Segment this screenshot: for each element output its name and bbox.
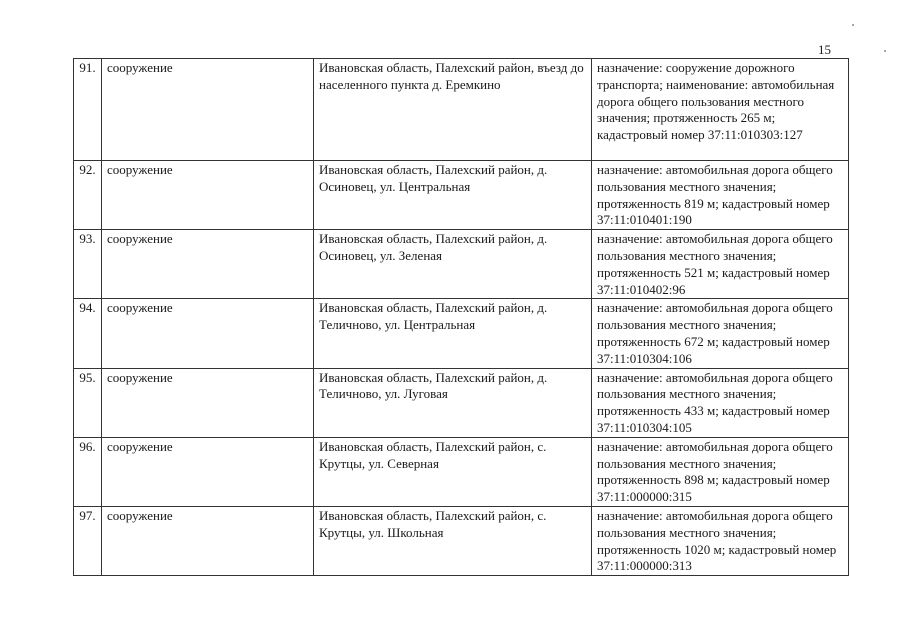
table-row: [74, 161, 849, 230]
object-type: сооружение: [102, 506, 314, 575]
row-number: 94.: [74, 299, 102, 368]
row-number: 91.: [74, 59, 102, 161]
table-row: [74, 59, 849, 161]
object-address: Ивановская область, Палехский район, д. Осиновец, ул. Зеленая: [314, 230, 592, 299]
scan-speck: [884, 50, 886, 52]
object-type: сооружение: [102, 368, 314, 437]
object-address: Ивановская область, Палехский район, с. Крутцы, ул. Северная: [314, 437, 592, 506]
table-row: [74, 506, 849, 575]
table-row: [74, 230, 849, 299]
row-number: 92.: [74, 161, 102, 230]
row-number: 95.: [74, 368, 102, 437]
object-address: Ивановская область, Палехский район, д. Осиновец, ул. Центральная: [314, 161, 592, 230]
row-number: 96.: [74, 437, 102, 506]
object-description: назначение: автомобильная дорога общего пользования местного значения; протяженность 1020 м; кадастровый номер 37:11:000000:313: [592, 506, 849, 575]
scan-speck: [852, 24, 854, 26]
object-type: сооружение: [102, 437, 314, 506]
object-address: Ивановская область, Палехский район, д. Теличново, ул. Центральная: [314, 299, 592, 368]
property-table: [73, 58, 849, 576]
object-address: Ивановская область, Палехский район, с. Крутцы, ул. Школьная: [314, 506, 592, 575]
object-description: назначение: сооружение дорожного транспорта; наименование: автомобильная дорога общего пользования местного значения; протяженность 265 м; кадастровый номер 37:11:010303:127: [592, 59, 849, 161]
object-type: сооружение: [102, 161, 314, 230]
row-number: 97.: [74, 506, 102, 575]
object-description: назначение: автомобильная дорога общего пользования местного значения; протяженность 672 м; кадастровый номер 37:11:010304:106: [592, 299, 849, 368]
object-description: назначение: автомобильная дорога общего пользования местного значения; протяженность 433 м; кадастровый номер 37:11:010304:105: [592, 368, 849, 437]
table-row: [74, 299, 849, 368]
object-address: Ивановская область, Палехский район, въезд до населенного пункта д. Еремкино: [314, 59, 592, 161]
object-address: Ивановская область, Палехский район, д. Теличново, ул. Луговая: [314, 368, 592, 437]
row-number: 93.: [74, 230, 102, 299]
page-number: 15: [818, 42, 831, 57]
object-type: сооружение: [102, 59, 314, 161]
object-type: сооружение: [102, 230, 314, 299]
table-row: [74, 437, 849, 506]
object-description: назначение: автомобильная дорога общего пользования местного значения; протяженность 898 м; кадастровый номер 37:11:000000:315: [592, 437, 849, 506]
object-description: назначение: автомобильная дорога общего пользования местного значения; протяженность 521 м; кадастровый номер 37:11:010402:96: [592, 230, 849, 299]
table-row: [74, 368, 849, 437]
object-description: назначение: автомобильная дорога общего пользования местного значения; протяженность 819 м; кадастровый номер 37:11:010401:190: [592, 161, 849, 230]
object-type: сооружение: [102, 299, 314, 368]
